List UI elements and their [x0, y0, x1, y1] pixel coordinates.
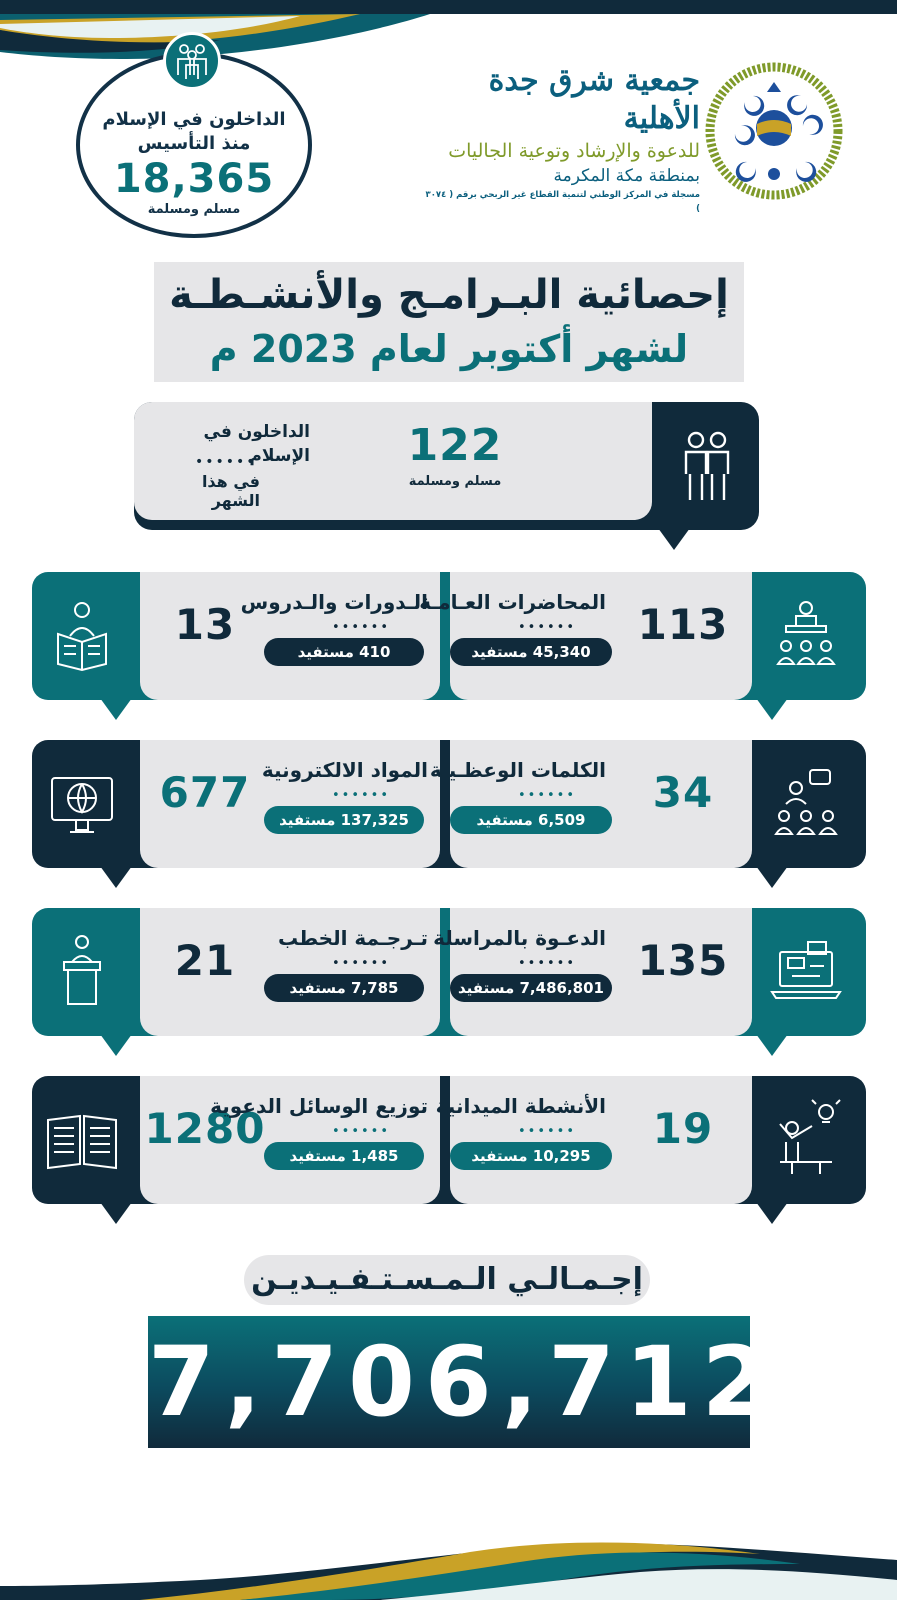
speaker-group-icon: [756, 754, 856, 854]
organization-emblem-icon: [705, 62, 843, 200]
right-stat-dots: ••••••: [518, 1124, 577, 1139]
group-people-icon: [163, 32, 221, 90]
two-people-standing-icon: [676, 428, 740, 504]
left-stat-value: 1280: [144, 1104, 266, 1153]
right-stat-beneficiaries: 6,509 مستفيد: [450, 806, 612, 834]
report-title: إحصائية البـرامـج والأنشـطـة: [169, 272, 729, 318]
left-stat-label: المواد الالكترونية: [261, 758, 428, 782]
left-stat-beneficiaries: 137,325 مستفيد: [264, 806, 424, 834]
left-stat-dots: ••••••: [332, 788, 391, 803]
founding-converts-value: 18,365: [113, 156, 275, 202]
monthly-converts-label: الداخلون في الإسلام: [203, 422, 310, 466]
stats-row: [32, 1076, 866, 1204]
left-stat-label: الـدورات والـدروس: [240, 590, 428, 614]
left-stat-dots: ••••••: [332, 956, 391, 971]
right-stat-beneficiaries: 7,486,801 مستفيد: [450, 974, 612, 1002]
founding-title-line1: الداخلون في الإسلام: [102, 109, 286, 130]
left-stat-value: 677: [159, 768, 251, 817]
monthly-converts-sublabel: في هذا الشهر: [201, 472, 260, 510]
right-stat-beneficiaries: 45,340 مستفيد: [450, 638, 612, 666]
right-stat-value: 135: [637, 936, 729, 985]
left-pointer: [100, 1034, 132, 1056]
organization-registration: مسجلة في المركز الوطني لتنمية القطاع غير الربحي برقم ( ٣٠٧٤ ): [425, 190, 700, 214]
monthly-converts-unit: مسلم ومسلمة: [408, 474, 502, 489]
left-stat-beneficiaries: 1,485 مستفيد: [264, 1142, 424, 1170]
right-stat-value: 34: [652, 768, 714, 817]
report-title-box: [154, 262, 744, 382]
reading-student-icon: [32, 586, 132, 686]
monthly-converts-value: 122: [407, 420, 503, 471]
left-stat-dots: ••••••: [332, 620, 391, 635]
right-stat-value: 19: [652, 1104, 714, 1153]
organization-name: جمعية شرق جدة الأهلية: [488, 63, 700, 136]
stats-row: [32, 908, 866, 1036]
right-pointer: [756, 1034, 788, 1056]
podium-speaker-icon: [32, 922, 132, 1022]
right-stat-beneficiaries: 10,295 مستفيد: [450, 1142, 612, 1170]
right-stat-dots: ••••••: [518, 788, 577, 803]
right-pointer: [756, 866, 788, 888]
stats-row: [32, 740, 866, 868]
monthly-converts-dots: ••••••: [195, 454, 257, 470]
globe-monitor-icon: [32, 754, 132, 854]
left-stat-label: تـرجـمة الخطب: [278, 926, 428, 950]
left-stat-beneficiaries: 410 مستفيد: [264, 638, 424, 666]
left-pointer: [100, 1202, 132, 1224]
left-stat-value: 21: [174, 936, 236, 985]
total-beneficiaries-label: إجـمـالـي الـمـسـتـفـيـديـن: [244, 1255, 650, 1305]
founding-title-line2: منذ التأسيس: [137, 133, 251, 154]
stats-row: [32, 572, 866, 700]
right-pointer: [756, 1202, 788, 1224]
left-stat-label: توزيع الوسائل الدعوية: [210, 1094, 428, 1118]
left-pointer: [100, 698, 132, 720]
right-stat-value: 113: [637, 600, 729, 649]
presenter-idea-icon: [756, 1090, 856, 1190]
organization-subtitle: للدعوة والإرشاد وتوعية الجاليات: [448, 140, 700, 162]
lecture-audience-icon: [756, 586, 856, 686]
total-beneficiaries-value: 7,706,712: [148, 1316, 750, 1448]
report-period: لشهر أكتوبر لعام 2023 م: [209, 327, 689, 371]
right-stat-dots: ••••••: [518, 620, 577, 635]
open-book-icon: [32, 1090, 132, 1190]
bottom-decorative-wave: [0, 1510, 897, 1600]
left-stat-value: 13: [174, 600, 236, 649]
right-stat-label: الأنشطة الميدانية: [435, 1094, 606, 1118]
organization-region: بمنطقة مكة المكرمة: [553, 166, 700, 186]
right-stat-dots: ••••••: [518, 956, 577, 971]
founding-converts-unit: مسلم ومسلمة: [147, 202, 241, 217]
right-stat-label: المحاضرات العـامـة: [419, 590, 606, 614]
right-stat-label: الدعـوة بالمراسلة: [433, 926, 606, 950]
left-stat-beneficiaries: 7,785 مستفيد: [264, 974, 424, 1002]
right-stat-label: الكلمات الوعظـيـة: [429, 758, 606, 782]
left-stat-dots: ••••••: [332, 1124, 391, 1139]
right-pointer: [756, 698, 788, 720]
laptop-chat-icon: [756, 922, 856, 1022]
monthly-card-pointer: [658, 528, 690, 550]
left-pointer: [100, 866, 132, 888]
organization-logo-text: [420, 62, 700, 216]
